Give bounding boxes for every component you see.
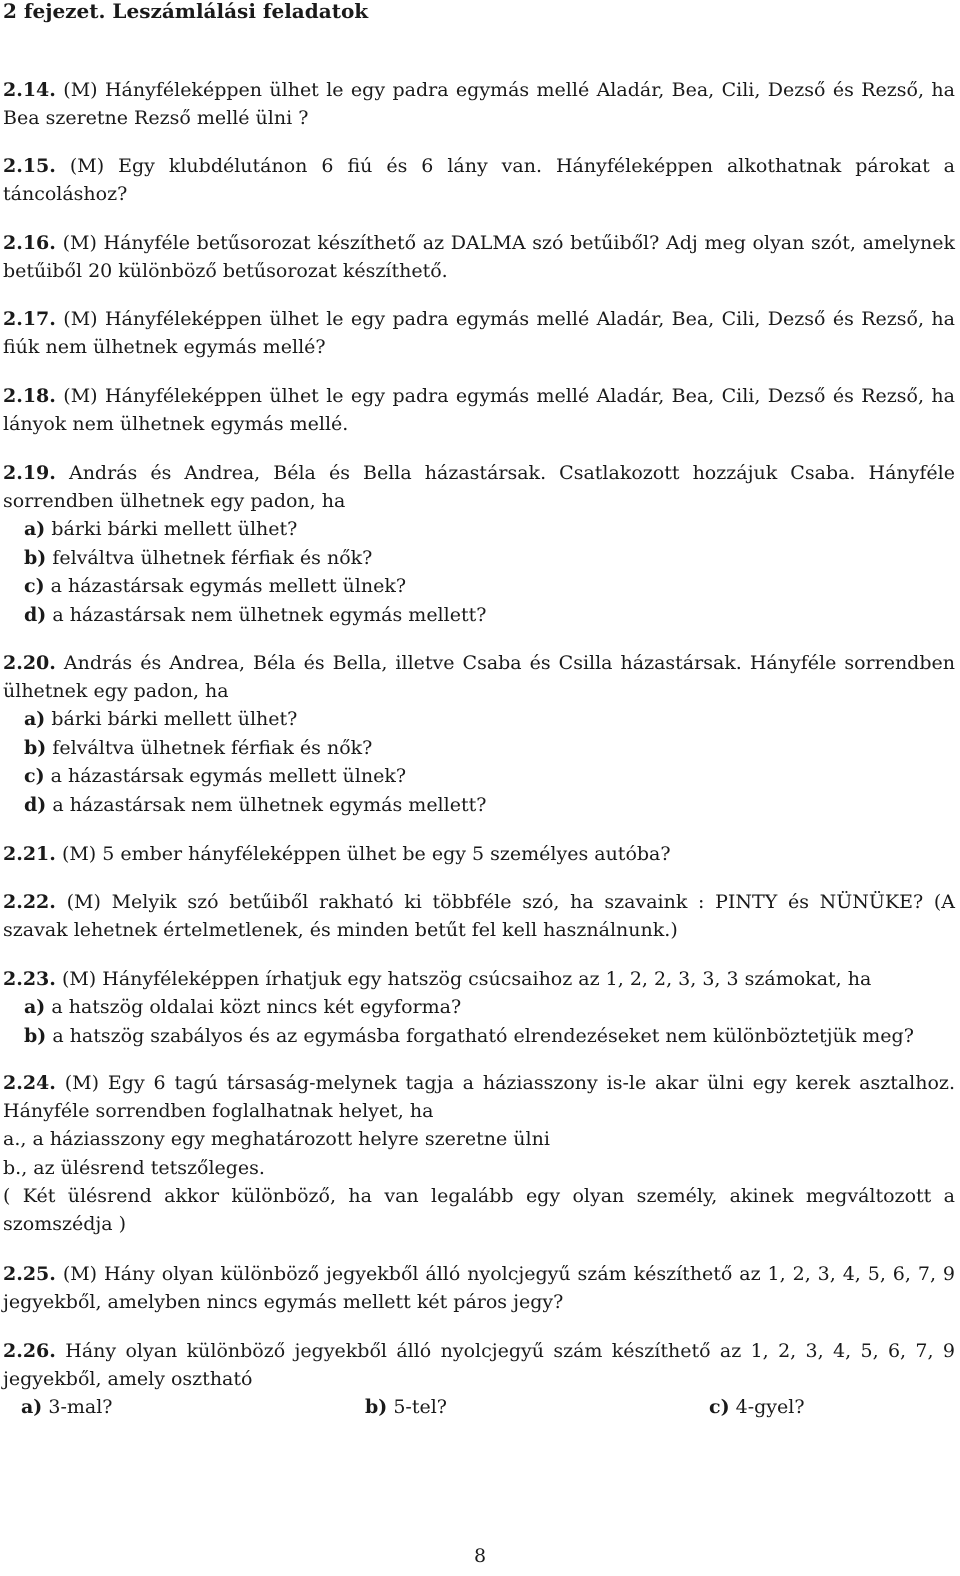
subquestion-label: b) — [24, 1024, 47, 1047]
problem-2-18 — [3, 382, 955, 438]
problem-2-19 — [3, 459, 955, 629]
subquestion-b — [3, 1022, 955, 1051]
problem-number: 2.20. — [3, 652, 56, 674]
problem-number: 2.17. — [3, 308, 56, 330]
subquestion-b — [3, 734, 955, 763]
problem-2-14 — [3, 76, 955, 132]
problem-text: (M) Hány olyan különböző jegyekből álló nyolcjegyű szám készíthető az 1, 2, 3, 4, 5, 6, 7, 9 jegyekből, amelyben nincs egymás mellett két páros jegy? — [3, 1263, 955, 1313]
subquestion-label: a) — [21, 1396, 43, 1418]
problem-2-23 — [3, 965, 955, 1050]
subquestion-text: felváltva ülhetnek férfiak és nők? — [52, 736, 373, 759]
subquestion-text: a házastársak egymás mellett ülnek? — [50, 575, 407, 597]
subquestion-label: a) — [24, 518, 46, 540]
subquestion-text: a hatszög oldalai közt nincs két egyforma? — [51, 996, 462, 1018]
subquestion-text: 3-mal? — [48, 1396, 113, 1418]
subquestion-label: a) — [24, 996, 46, 1018]
problem-text: (M) Hányféleképpen ülhet le egy padra egymás mellé Aladár, Bea, Cili, Dezső és Rezső, ha Bea szeretne Rezső mellé ülni ? — [3, 79, 955, 129]
subquestion-a — [3, 705, 955, 734]
problem-2-26 — [3, 1337, 955, 1422]
condition-b: b., az ülésrend tetszőleges. — [3, 1156, 265, 1179]
problem-2-22 — [3, 888, 955, 944]
problem-text: (M) Hányféleképpen ülhet le egy padra egymás mellé Aladár, Bea, Cili, Dezső és Rezső, ha lányok nem ülhetnek egymás mellé. — [3, 385, 955, 435]
problem-number: 2.14. — [3, 79, 56, 101]
subquestion-text: a házastársak nem ülhetnek egymás mellett? — [52, 793, 487, 816]
subquestion-label: a) — [24, 708, 46, 730]
subquestion-c — [3, 762, 955, 791]
chapter-header: 2 fejezet. Leszámlálási feladatok — [3, 0, 369, 23]
subquestion-d — [3, 601, 955, 630]
problem-number: 2.19. — [3, 462, 56, 484]
problem-2-17 — [3, 305, 955, 361]
problem-2-24 — [3, 1069, 955, 1238]
subquestion-row — [3, 1393, 955, 1422]
subquestion-c — [709, 1393, 805, 1421]
subquestion-label: b) — [24, 546, 47, 569]
subquestion-a — [3, 993, 955, 1022]
problem-number: 2.16. — [3, 232, 56, 254]
problem-note: ( Két ülésrend akkor különböző, ha van legalább egy olyan személy, akinek megváltozott a szomszédja ) — [3, 1185, 955, 1235]
subquestion-label: c) — [24, 575, 45, 597]
subquestion-a — [21, 1393, 112, 1421]
condition-a: a., a háziasszony egy meghatározott helyre szeretne ülni — [3, 1128, 550, 1150]
problem-number: 2.18. — [3, 385, 56, 407]
problem-text: (M) Hányféleképpen írhatjuk egy hatszög csúcsaihoz az 1, 2, 2, 3, 3, 3 számokat, ha — [61, 968, 872, 990]
problem-2-25 — [3, 1260, 955, 1316]
problem-number: 2.24. — [3, 1072, 56, 1094]
problem-text: András és Andrea, Béla és Bella, illetve Csaba és Csilla házastársak. Hányféle sorrendben ülhetnek egy padon, ha — [3, 652, 955, 702]
problem-number: 2.22. — [3, 891, 56, 913]
problem-text: (M) Egy 6 tagú társaság-melynek tagja a háziasszony is-le akar ülni egy kerek asztalhoz. Hányféle sorrendben foglalhatnak helyet, ha — [3, 1072, 955, 1122]
problem-text: (M) Hányféle betűsorozat készíthető az DALMA szó betűiből? Adj meg olyan szót, amelynek betűiből 20 különböző betűsorozat készíthető. — [3, 232, 955, 282]
subquestion-label: d) — [24, 793, 47, 816]
problem-text: (M) 5 ember hányféleképpen ülhet be egy 5 személyes autóba? — [61, 843, 671, 865]
subquestion-label: b) — [365, 1396, 388, 1418]
problem-number: 2.26. — [3, 1340, 56, 1362]
problem-text: András és Andrea, Béla és Bella házastársak. Csatlakozott hozzájuk Csaba. Hányféle sorrendben ülhetnek egy padon, ha — [3, 462, 955, 512]
subquestion-b — [3, 544, 955, 573]
subquestion-b — [365, 1393, 447, 1421]
problem-2-16 — [3, 229, 955, 285]
subquestion-text: a hatszög szabályos és az egymásba forgatható elrendezéseket nem különböztetjük meg? — [52, 1024, 914, 1047]
subquestion-text: bárki bárki mellett ülhet? — [51, 708, 298, 730]
page-number: 8 — [473, 1545, 487, 1567]
subquestion-label: b) — [24, 736, 47, 759]
problem-number: 2.23. — [3, 968, 56, 990]
subquestion-label: c) — [709, 1396, 730, 1418]
subquestion-text: felváltva ülhetnek férfiak és nők? — [52, 546, 373, 569]
problem-text: (M) Melyik szó betűiből rakható ki többféle szó, ha szavaink : PINTY és NÜNÜKE? (A szavak lehetnek értelmetlenek, és minden betűt fel kell használnunk.) — [3, 891, 956, 941]
subquestion-c — [3, 572, 955, 601]
subquestion-text: a házastársak nem ülhetnek egymás mellett? — [52, 603, 487, 626]
subquestion-text: bárki bárki mellett ülhet? — [51, 518, 298, 540]
problem-number: 2.15. — [3, 155, 56, 177]
subquestion-label: c) — [24, 765, 45, 787]
problem-2-20 — [3, 649, 955, 819]
subquestion-label: d) — [24, 603, 47, 626]
problem-text: Hány olyan különböző jegyekből álló nyolcjegyű szám készíthető az 1, 2, 3, 4, 5, 6, 7, 9 jegyekből, amely osztható — [3, 1340, 955, 1390]
problem-number: 2.25. — [3, 1263, 56, 1285]
subquestion-text: 5-tel? — [393, 1396, 447, 1418]
problem-2-21 — [3, 840, 955, 868]
problem-2-15 — [3, 152, 955, 208]
problem-number: 2.21. — [3, 843, 56, 865]
subquestion-d — [3, 791, 955, 820]
subquestion-a — [3, 515, 955, 544]
problem-text: (M) Hányféleképpen ülhet le egy padra egymás mellé Aladár, Bea, Cili, Dezső és Rezső, ha fiúk nem ülhetnek egymás mellé? — [3, 308, 955, 358]
subquestion-text: a házastársak egymás mellett ülnek? — [50, 765, 407, 787]
problem-text: (M) Egy klubdélutánon 6 fiú és 6 lány van. Hányféleképpen alkothatnak párokat a táncoláshoz? — [3, 155, 955, 205]
subquestion-text: 4-gyel? — [735, 1396, 805, 1418]
